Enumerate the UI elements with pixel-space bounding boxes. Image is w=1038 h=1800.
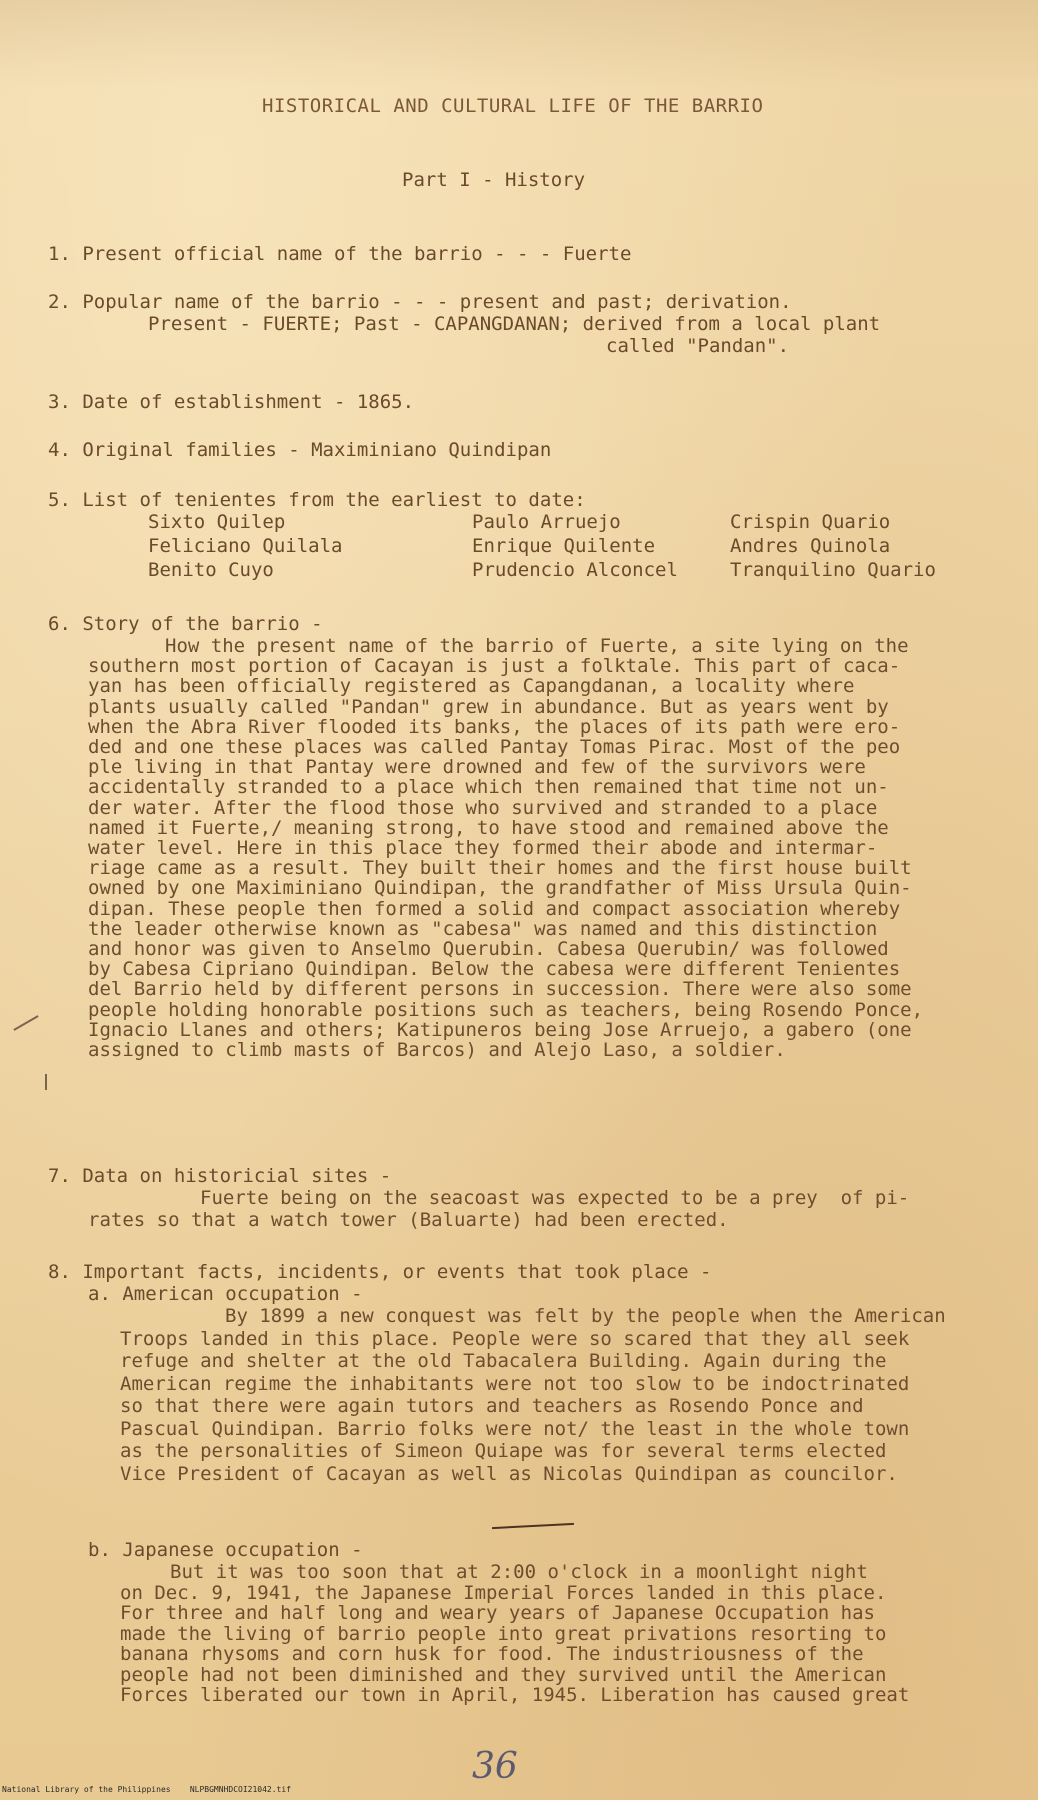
item-3: 3. Date of establishment - 1865. (48, 391, 415, 413)
part-heading: Part I - History (402, 169, 586, 191)
margin-pencil-mark (13, 1015, 38, 1031)
american-line: so that there were again tutors and teachers as Rosendo Ponce and (120, 1395, 864, 1417)
story-line: accidentally stranded to a place which then remained that time not un- (88, 776, 889, 799)
teniente-name: Prudencio Alconcel (472, 559, 678, 581)
document-title: HISTORICAL AND CULTURAL LIFE OF THE BARRIO (262, 95, 764, 117)
japanese-line: on Dec. 9, 1941, the Japanese Imperial Forces landed in this place. (120, 1581, 887, 1604)
american-line: American regime the inhabitants were not too slow to be indoctrinated (120, 1372, 910, 1395)
teniente-name: Feliciano Quilala (148, 535, 343, 557)
subheading-japanese: b. Japanese occupation - (88, 1539, 363, 1561)
story-line: southern most portion of Cacayan is just a folktale. This part of caca- (88, 655, 901, 678)
story-line: Ignacio Llanes and others; Katipuneros being Jose Arruejo, a gabero (one (88, 1018, 912, 1041)
story-line: the leader otherwise known as "cabesa" was named and this distinction (88, 917, 878, 940)
american-line: as the personalities of Simeon Quiape was for several terms elected (120, 1440, 887, 1462)
pen-stroke (492, 1523, 574, 1529)
story-line: ple living in that Pantay were drowned and few of the survivors were (88, 756, 866, 779)
story-line: assigned to climb masts of Barcos) and Alejo Laso, a soldier. (88, 1039, 786, 1061)
story-line: riage came as a result. They built their homes and the first house built (88, 857, 912, 880)
teniente-name: Tranquilino Quario (730, 559, 936, 581)
story-line: dipan. These people then formed a solid and compact association whereby (88, 897, 901, 920)
story-line: by Cabesa Cipriano Quindipan. Below the cabesa were different Tenientes (88, 958, 901, 981)
story-line: der water. After the flood those who survived and stranded to a place (88, 796, 878, 819)
item-7: 7. Data on historicial sites - (48, 1165, 392, 1187)
item-8: 8. Important facts, incidents, or events that took place - (48, 1261, 712, 1283)
teniente-name: Benito Cuyo (148, 559, 274, 581)
japanese-line: Forces liberated our town in April, 1945. Liberation has caused great (120, 1684, 910, 1706)
item-1: 1. Present official name of the barrio - - - Fuerte (48, 243, 632, 265)
japanese-line: banana rhysoms and corn husk for food. The industriousness of the (120, 1643, 864, 1665)
japanese-line: But it was too soon that at 2:00 o'clock in a moonlight night (170, 1561, 868, 1583)
item-6: 6. Story of the barrio - (48, 613, 323, 635)
story-line: water level. Here in this place they formed their abode and intermar- (88, 837, 878, 859)
teniente-name: Crispin Quario (730, 511, 891, 533)
subheading-american: a. American occupation - (88, 1283, 363, 1305)
american-line: By 1899 a new conquest was felt by the people when the American (225, 1305, 946, 1327)
story-line: del Barrio held by different persons in succession. There were also some (88, 978, 912, 1001)
japanese-line: For three and half long and weary years of Japanese Occupation has (120, 1602, 875, 1624)
teniente-name: Enrique Quilente (472, 535, 656, 557)
story-line: named it Fuerte,/ meaning strong, to have stood and remained above the (88, 816, 889, 839)
japanese-line: people had not been diminished and they survived until the American (120, 1663, 887, 1686)
american-line: Troops landed in this place. People were so scared that they all seek (120, 1327, 910, 1350)
teniente-name: Andres Quinola (730, 535, 891, 557)
paper-fold-shading (0, 0, 1038, 90)
handwritten-page-number: 36 (472, 1746, 518, 1787)
story-line: and honor was given to Anselmo Querubin. Cabesa Querubin/ was followed (88, 938, 889, 960)
american-line: refuge and shelter at the old Tabacalera Building. Again during the (120, 1350, 887, 1372)
sites-line: Fuerte being on the seacoast was expected to be a prey of pi- (200, 1187, 910, 1209)
item-2-detail-line-2: called "Pandan". (606, 335, 790, 357)
item-2: 2. Popular name of the barrio - - - present and past; derivation. (48, 291, 792, 313)
story-line: ded and one these places was called Pantay Tomas Pirac. Most of the peo (88, 736, 901, 758)
sites-line: rates so that a watch tower (Baluarte) had been erected. (88, 1209, 729, 1231)
margin-pencil-tick (45, 1074, 47, 1090)
american-line: Vice President of Cacayan as well as Nicolas Quindipan as councilor. (120, 1462, 898, 1485)
archive-footer: National Library of the Philippines NLPBGMNHDCOI21042.tif (2, 1785, 291, 1794)
item-4: 4. Original families - Maximiniano Quindipan (48, 439, 552, 461)
item-2-detail-line-1: Present - FUERTE; Past - CAPANGDANAN; derived from a local plant (148, 313, 881, 335)
story-line: people holding honorable positions such as teachers, being Rosendo Ponce, (88, 998, 924, 1021)
story-line: when the Abra River flooded its banks, the places of its path were ero- (88, 715, 901, 738)
japanese-line: made the living of barrio people into great privations resorting to (120, 1622, 887, 1645)
story-line: How the present name of the barrio of Fuerte, a site lying on the (165, 635, 909, 657)
item-5: 5. List of tenientes from the earliest to date: (48, 489, 586, 511)
story-line: plants usually called "Pandan" grew in abundance. But as years went by (88, 695, 889, 718)
teniente-name: Sixto Quilep (148, 511, 286, 533)
story-line: owned by one Maximiniano Quindipan, the grandfather of Miss Ursula Quin- (88, 877, 912, 900)
teniente-name: Paulo Arruejo (472, 511, 621, 533)
story-line: yan has been officially registered as Capangdanan, a locality where (88, 675, 855, 698)
american-line: Pascual Quindipan. Barrio folks were not/ the least in the whole town (120, 1417, 910, 1440)
